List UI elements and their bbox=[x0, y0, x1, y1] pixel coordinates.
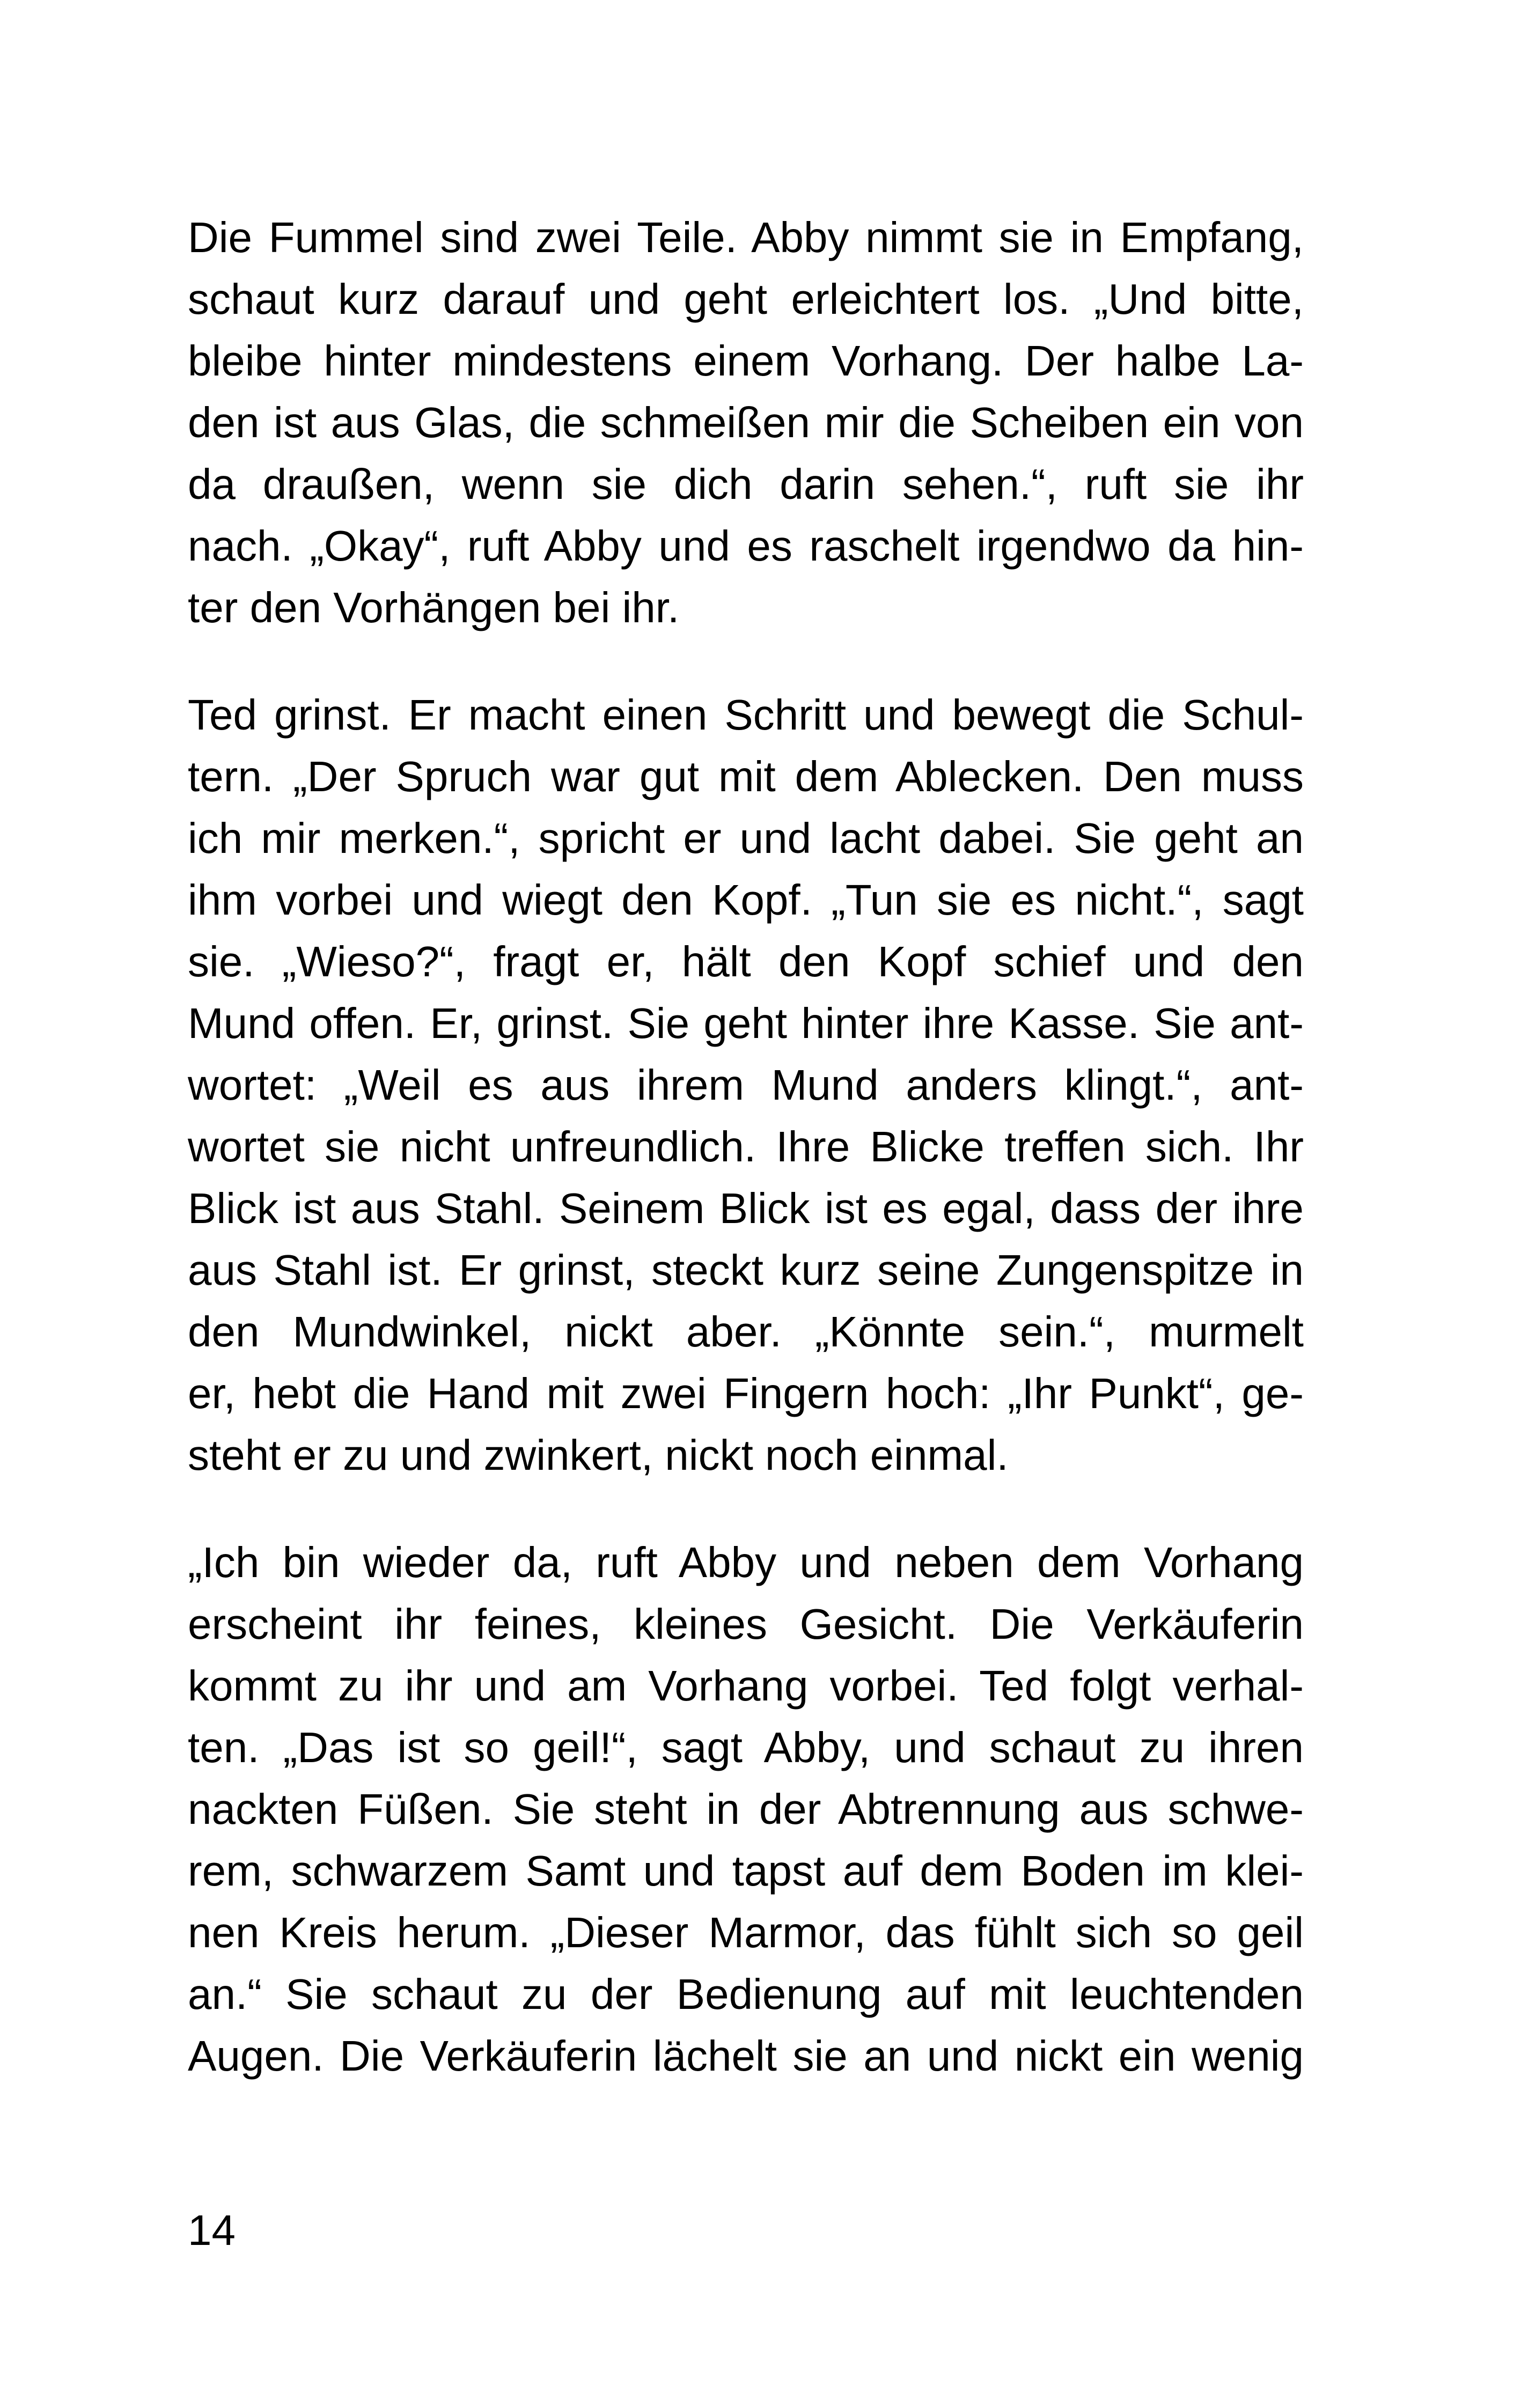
text-line: er, hebt die Hand mit zwei Fingern hoch: „Ihr Punkt“, ge- bbox=[188, 1369, 1304, 1417]
page-number: 14 bbox=[188, 2206, 236, 2254]
text-line: wortet: „Weil es aus ihrem Mund anders klingt.“, ant- bbox=[188, 1061, 1304, 1109]
paragraph-2 bbox=[188, 684, 1304, 1486]
paragraph-1 bbox=[188, 207, 1304, 638]
text-line: tern. „Der Spruch war gut mit dem Ablecken. Den muss bbox=[188, 753, 1304, 800]
text-line: nen Kreis herum. „Dieser Marmor, das fühlt sich so geil bbox=[188, 1909, 1304, 1956]
text-line: aus Stahl ist. Er grinst, steckt kurz seine Zungenspitze in bbox=[188, 1246, 1304, 1294]
text-line: Die Fummel sind zwei Teile. Abby nimmt sie in Empfang, bbox=[188, 213, 1304, 261]
text-line: sie. „Wieso?“, fragt er, hält den Kopf schief und den bbox=[188, 938, 1304, 985]
text-line: den ist aus Glas, die schmeißen mir die Scheiben ein von bbox=[188, 399, 1304, 446]
page-body bbox=[188, 207, 1304, 2087]
paragraph-gap bbox=[188, 1486, 1304, 1531]
text-line: Blick ist aus Stahl. Seinem Blick ist es egal, dass der ihre bbox=[188, 1184, 1304, 1232]
text-line: ihm vorbei und wiegt den Kopf. „Tun sie es nicht.“, sagt bbox=[188, 876, 1304, 924]
text-line: steht er zu und zwinkert, nickt noch einmal. bbox=[188, 1431, 1009, 1479]
text-line: ter den Vorhängen bei ihr. bbox=[188, 584, 680, 631]
paragraph-gap bbox=[188, 638, 1304, 684]
text-line: Augen. Die Verkäuferin lächelt sie an und nickt ein wenig bbox=[188, 2032, 1304, 2080]
text-line: ich mir merken.“, spricht er und lacht dabei. Sie geht an bbox=[188, 814, 1304, 862]
text-line: Ted grinst. Er macht einen Schritt und bewegt die Schul- bbox=[188, 691, 1304, 739]
text-line: wortet sie nicht unfreundlich. Ihre Blicke treffen sich. Ihr bbox=[188, 1123, 1304, 1170]
text-line: nackten Füßen. Sie steht in der Abtrennung aus schwe- bbox=[188, 1785, 1304, 1833]
text-line: „Ich bin wieder da, ruft Abby und neben dem Vorhang bbox=[188, 1538, 1304, 1586]
paragraph-3 bbox=[188, 1531, 1304, 2087]
text-line: den Mundwinkel, nickt aber. „Könnte sein.“, murmelt bbox=[188, 1308, 1304, 1356]
text-line: an.“ Sie schaut zu der Bedienung auf mit leuchtenden bbox=[188, 1970, 1304, 2018]
text-line: da draußen, wenn sie dich darin sehen.“, ruft sie ihr bbox=[188, 460, 1304, 508]
text-line: kommt zu ihr und am Vorhang vorbei. Ted folgt verhal- bbox=[188, 1662, 1304, 1710]
text-line: erscheint ihr feines, kleines Gesicht. Die Verkäuferin bbox=[188, 1600, 1304, 1648]
text-line: ten. „Das ist so geil!“, sagt Abby, und schaut zu ihren bbox=[188, 1724, 1304, 1771]
text-line: schaut kurz darauf und geht erleichtert los. „Und bitte, bbox=[188, 275, 1304, 323]
text-line: Mund offen. Er, grinst. Sie geht hinter ihre Kasse. Sie ant- bbox=[188, 999, 1304, 1047]
text-line: nach. „Okay“, ruft Abby und es raschelt irgendwo da hin- bbox=[188, 522, 1304, 570]
text-line: rem, schwarzem Samt und tapst auf dem Boden im klei- bbox=[188, 1847, 1304, 1895]
text-line: bleibe hinter mindestens einem Vorhang. Der halbe La- bbox=[188, 337, 1304, 385]
